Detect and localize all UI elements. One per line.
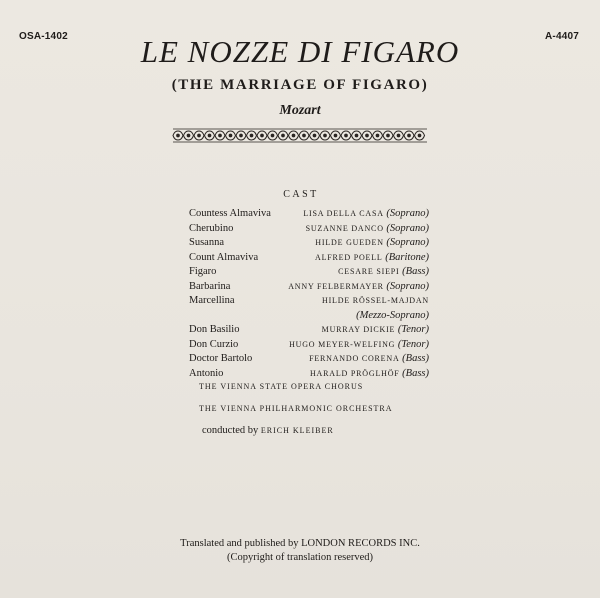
singer-name: SUZANNE DANCO <box>305 223 384 233</box>
ornament-dot <box>345 134 348 137</box>
voice-type: (Soprano) <box>386 237 429 248</box>
singer-credit <box>322 295 429 306</box>
singer-credit <box>310 368 429 379</box>
cast-row <box>189 208 429 223</box>
cast-row <box>189 252 429 267</box>
role-name: Cherubino <box>189 222 234 234</box>
ornament-dot <box>408 134 411 137</box>
singer-credit <box>356 310 429 321</box>
singer-credit <box>309 353 429 364</box>
ornament-dot <box>313 134 316 137</box>
ornament-dot <box>292 134 295 137</box>
singer-name: FERNANDO CORENA <box>309 354 400 363</box>
cast-row <box>189 339 429 354</box>
ornament-dot <box>250 134 253 137</box>
ornament-dot <box>303 134 306 137</box>
ornament-dot <box>271 134 274 137</box>
ornament-dot <box>376 134 379 137</box>
ornament-dot <box>240 134 243 137</box>
ornamental-border <box>172 128 428 143</box>
role-name: Don Curzio <box>189 338 239 350</box>
role-name: Countess Almaviva <box>189 208 271 219</box>
voice-type: (Soprano) <box>386 222 429 234</box>
conductor-credit <box>202 425 334 436</box>
cast-row <box>189 223 429 238</box>
ornament-dot <box>187 134 190 137</box>
conductor-name: ERICH KLEIBER <box>260 426 334 435</box>
role-name: Susanna <box>189 237 224 248</box>
role-name: Barbarina <box>189 280 231 292</box>
singer-name: HILDE GUEDEN <box>315 238 384 247</box>
singer-credit <box>288 281 429 292</box>
conductor-prefix: conducted by <box>202 425 259 436</box>
role-name: Figaro <box>189 266 217 277</box>
role-name: Count Almaviva <box>189 251 259 263</box>
voice-type: (Baritone) <box>385 251 429 263</box>
ornament-dot <box>219 134 222 137</box>
singer-credit <box>306 223 429 234</box>
singer-credit <box>315 237 429 248</box>
voice-type: (Tenor) <box>397 338 429 350</box>
ornament-dot <box>177 134 180 137</box>
ornament-dot <box>261 134 264 137</box>
singer-name: HUGO MEYER-WELFING <box>289 339 396 349</box>
singer-name: LISA DELLA CASA <box>303 209 384 218</box>
ornament-dot <box>282 134 285 137</box>
voice-type: (Tenor) <box>397 324 429 335</box>
singer-name: HILDE RÖSSEL-MAJDAN <box>322 296 429 305</box>
ornament-dot <box>366 134 369 137</box>
voice-type: (Bass) <box>402 367 429 379</box>
cast-list <box>189 208 429 382</box>
ornament-dot <box>387 134 390 137</box>
cast-heading: CAST <box>283 189 319 200</box>
ornament-dot <box>397 134 400 137</box>
ornament-dot <box>334 134 337 137</box>
cast-row <box>189 295 429 310</box>
singer-credit <box>303 208 429 219</box>
singer-name: CESARE SIEPI <box>338 267 400 276</box>
cast-row <box>189 368 429 383</box>
singer-credit <box>338 266 429 277</box>
voice-type: (Soprano) <box>386 280 429 292</box>
cast-row <box>189 281 429 296</box>
singer-name: ANNY FELBERMAYER <box>288 281 384 291</box>
chorus-credit: THE VIENNA STATE OPERA CHORUS <box>199 382 364 391</box>
ornament-dot <box>324 134 327 137</box>
copyright-notice: (Copyright of translation reserved) <box>226 552 374 563</box>
singer-name: HARALD PRÖGLHÖF <box>309 368 400 378</box>
voice-type: (Bass) <box>402 266 429 277</box>
cast-row <box>189 353 429 368</box>
role-name: Doctor Bartolo <box>189 353 253 364</box>
singer-name: ALFRED POELL <box>315 252 383 262</box>
ornament-dot <box>229 134 232 137</box>
cast-row <box>189 324 429 339</box>
composer-name: Mozart <box>279 103 321 118</box>
ornament-dot <box>355 134 358 137</box>
singer-credit <box>289 339 429 350</box>
singer-credit <box>322 324 429 335</box>
role-name: Don Basilio <box>189 324 240 335</box>
cast-row <box>189 237 429 252</box>
ornament-dot <box>208 134 211 137</box>
orchestra-credit: THE VIENNA PHILHARMONIC ORCHESTRA <box>199 404 393 413</box>
voice-type: (Bass) <box>402 353 429 364</box>
cast-row <box>189 266 429 281</box>
opera-subtitle: (THE MARRIAGE OF FIGARO) <box>171 77 429 93</box>
voice-type: (Soprano) <box>386 208 429 219</box>
catalog-number-right: A-4407 <box>545 31 579 42</box>
singer-credit <box>315 252 429 263</box>
publisher-credits <box>0 537 600 565</box>
singer-name: MURRAY DICKIE <box>321 325 396 334</box>
translation-credit: Translated and published by LONDON RECORDS INC. <box>180 538 420 549</box>
opera-title: LE NOZZE DI FIGARO <box>140 34 460 69</box>
ornament-dot <box>198 134 201 137</box>
role-name: Marcellina <box>189 295 235 306</box>
role-name: Antonio <box>189 367 224 379</box>
cast-row-continuation <box>189 310 429 325</box>
ornament-dot <box>418 134 421 137</box>
catalog-number-left: OSA-1402 <box>19 31 68 42</box>
voice-type: (Mezzo-Soprano) <box>356 309 429 321</box>
